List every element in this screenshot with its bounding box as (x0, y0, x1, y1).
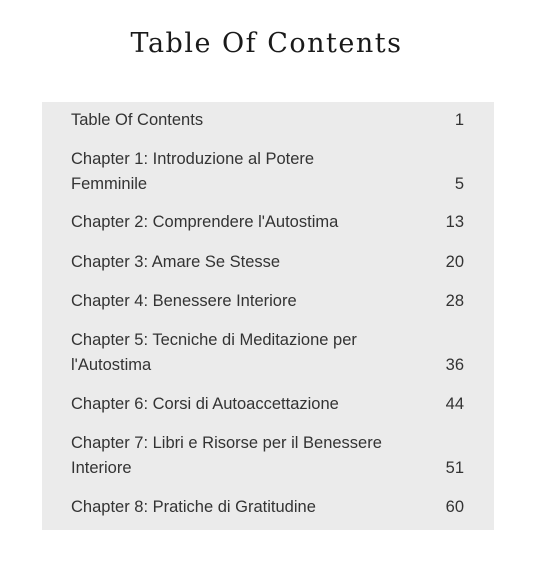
toc-entry-title: Chapter 1: Introduzione al Potere Femminile (71, 150, 315, 193)
toc-entry-page: 28 (445, 292, 464, 310)
toc-entry-title: Chapter 4: Benessere Interiore (71, 292, 297, 310)
toc-entry-chapter-5[interactable] (71, 328, 464, 378)
toc-entry-chapter-8[interactable] (71, 495, 464, 520)
toc-entry-chapter-7[interactable] (71, 431, 464, 481)
toc-entry-page: 1 (454, 111, 464, 129)
table-of-contents (42, 102, 494, 530)
toc-entry-title: Chapter 2: Comprendere l'Autostima (71, 213, 339, 231)
toc-entry-chapter-1[interactable] (71, 147, 464, 197)
toc-entry-page: 13 (445, 213, 464, 231)
toc-entry-title: Chapter 6: Corsi di Autoaccettazione (71, 395, 339, 413)
toc-entry-title: Chapter 7: Libri e Risorse per il Benessere Interiore (71, 434, 382, 477)
toc-entry-title: Table Of Contents (71, 111, 204, 129)
toc-entry-chapter-4[interactable] (71, 289, 464, 314)
toc-entry-chapter-3[interactable] (71, 250, 464, 275)
toc-entry-page: 5 (454, 175, 464, 193)
toc-entry-contents[interactable] (71, 108, 464, 133)
toc-entry-chapter-2[interactable] (71, 210, 464, 235)
toc-entry-title: Chapter 3: Amare Se Stesse (71, 253, 281, 271)
page-title: Table Of Contents (130, 28, 403, 59)
toc-entry-page: 36 (445, 356, 464, 374)
toc-entry-chapter-6[interactable] (71, 392, 464, 417)
toc-entry-page: 60 (445, 498, 464, 516)
toc-entry-page: 20 (445, 253, 464, 271)
toc-entry-page: 51 (445, 459, 464, 477)
toc-entry-title: Chapter 5: Tecniche di Meditazione per l'Autostima (71, 331, 357, 374)
toc-entry-page: 44 (445, 395, 464, 413)
toc-entry-title: Chapter 8: Pratiche di Gratitudine (71, 498, 316, 516)
